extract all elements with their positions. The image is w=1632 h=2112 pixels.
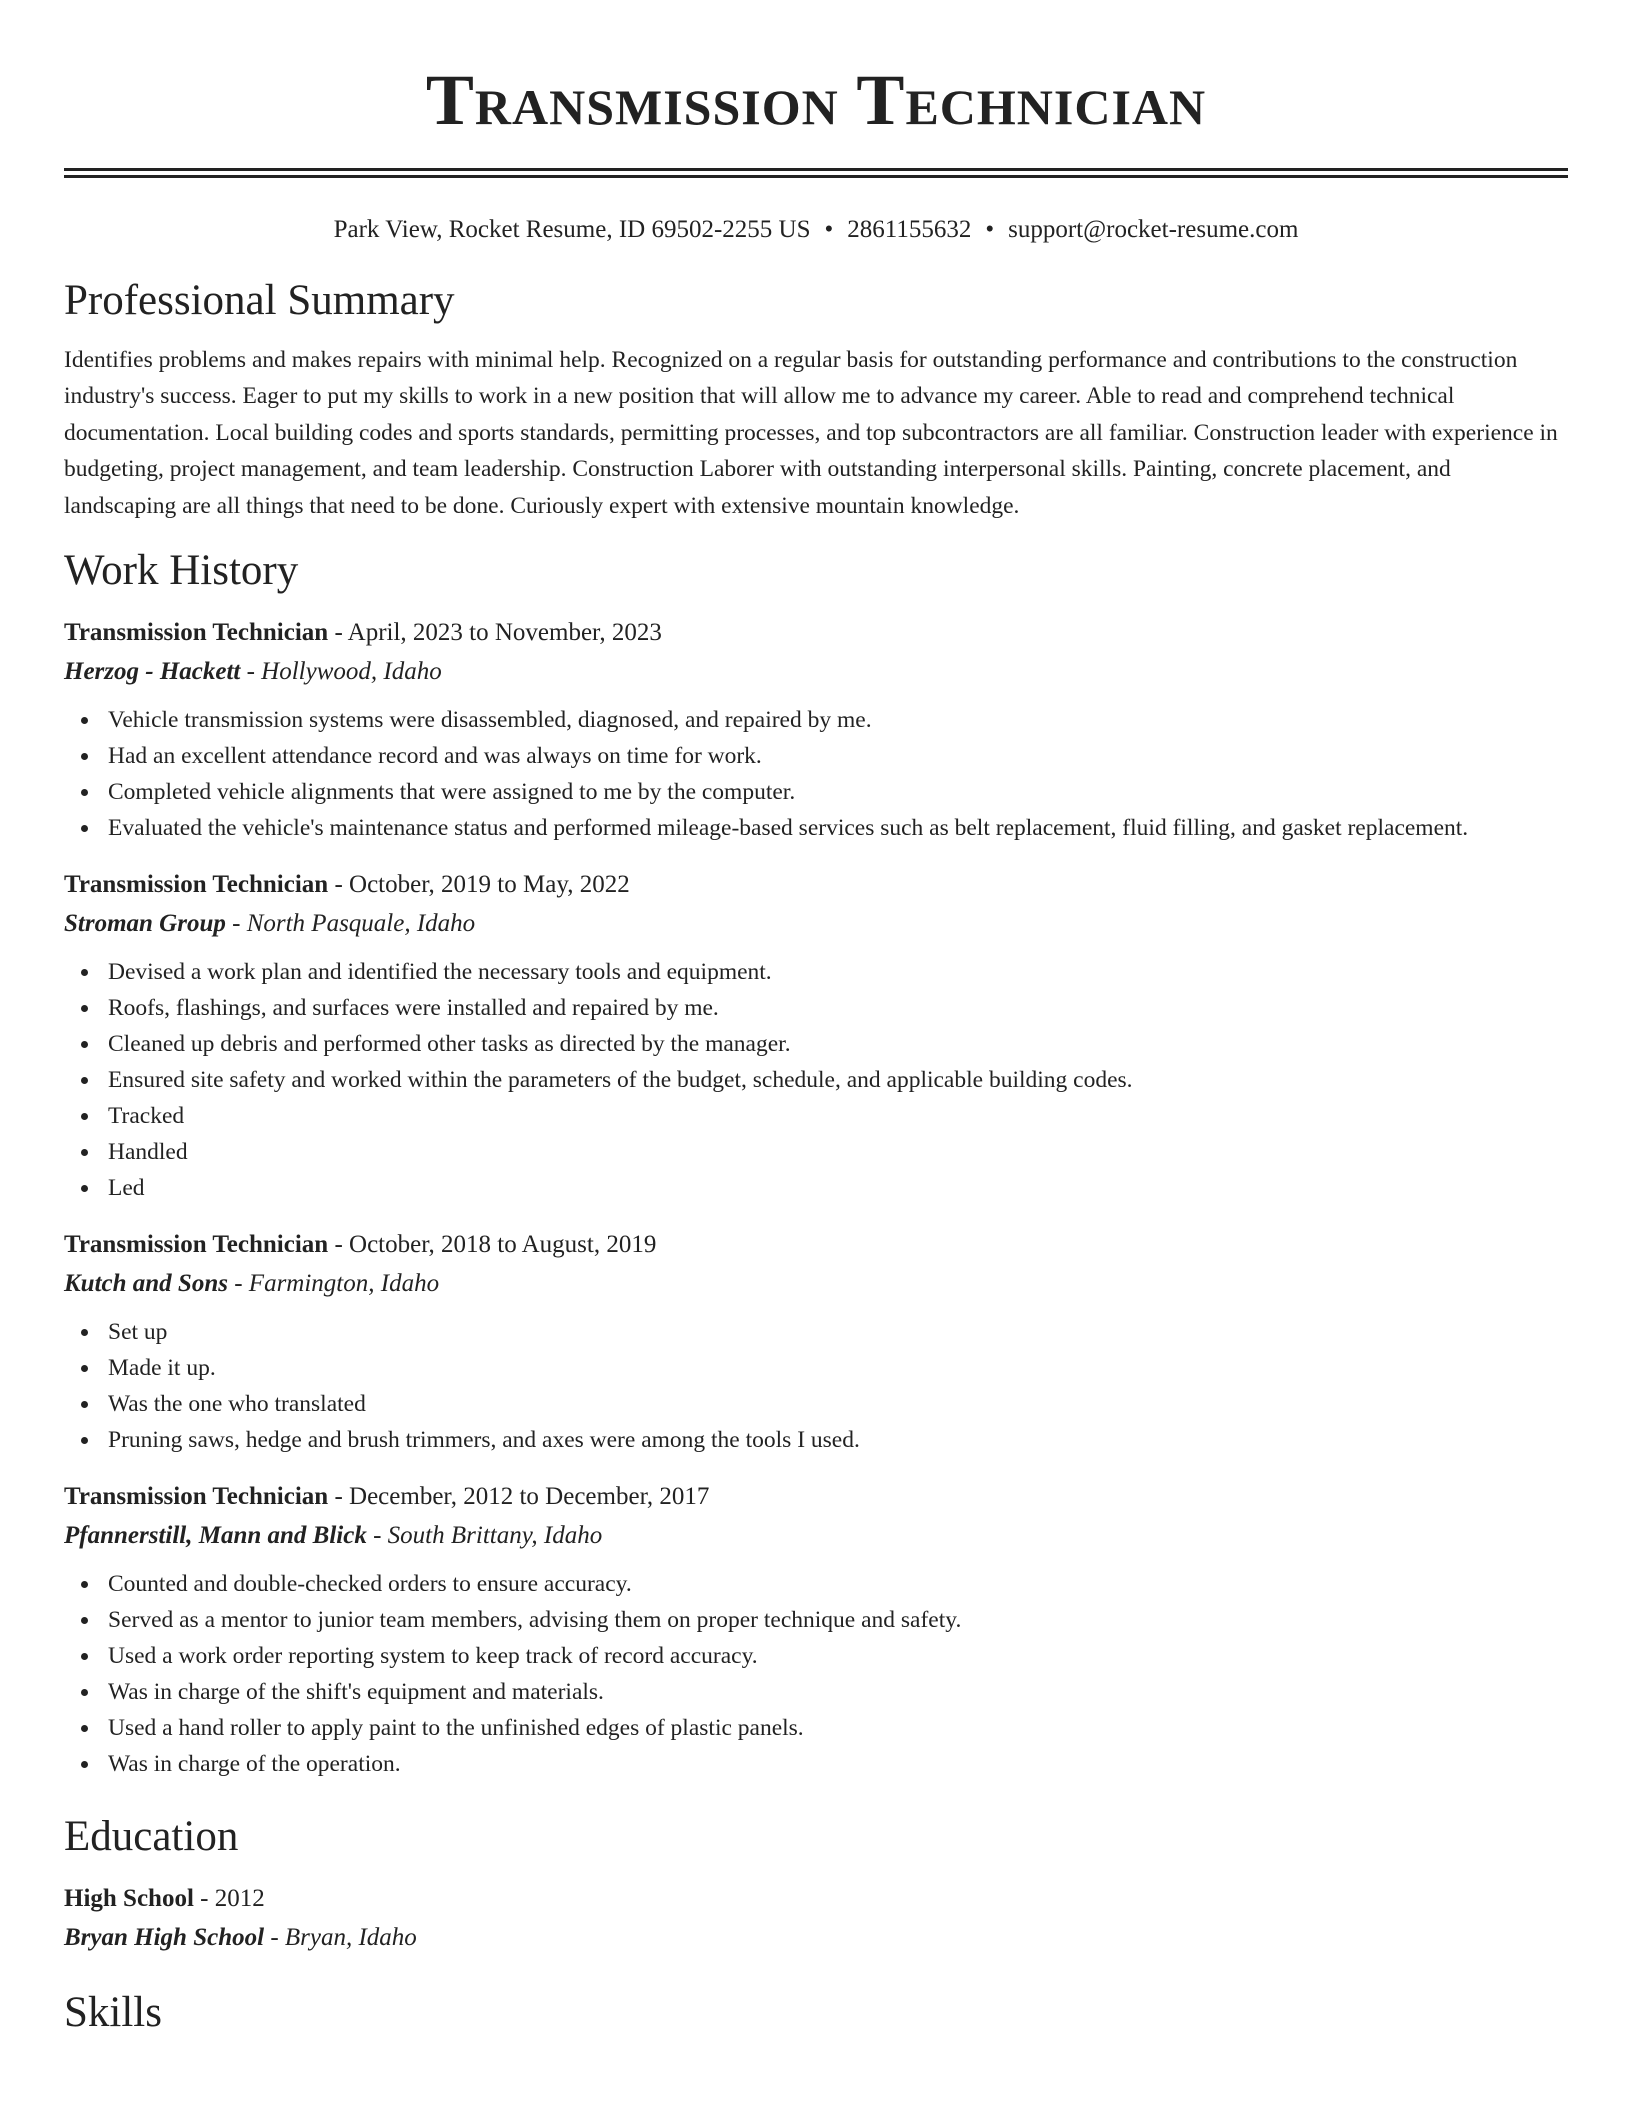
job-employer-line (64, 652, 1568, 692)
list-item: Was in charge of the operation. (108, 1746, 1568, 1782)
job-dates: - April, 2023 to November, 2023 (328, 619, 662, 647)
list-item: Ensured site safety and worked within the parameters of the budget, schedule, and applicable building codes. (108, 1062, 1568, 1098)
job-employer: Kutch and Sons (64, 1270, 228, 1298)
education-school-line (64, 1918, 1568, 1958)
contact-phone: 2861155632 (847, 216, 972, 243)
list-item: Roofs, flashings, and surfaces were installed and repaired by me. (108, 990, 1568, 1026)
list-item: Was in charge of the shift's equipment and materials. (108, 1674, 1568, 1710)
list-item: Evaluated the vehicle's maintenance status and performed mileage-based services such as belt replacement, fluid filling, and gasket replacement. (108, 810, 1568, 846)
job-duties-list (64, 954, 1568, 1206)
summary-heading: Professional Summary (64, 277, 455, 324)
list-item: Devised a work plan and identified the necessary tools and equipment. (108, 954, 1568, 990)
list-item: Had an excellent attendance record and was always on time for work. (108, 738, 1568, 774)
skills-heading: Skills (64, 1989, 162, 2037)
list-item: Led (108, 1170, 1568, 1206)
education-degree-line (64, 1880, 1568, 1918)
list-item: Tracked (108, 1098, 1568, 1134)
list-item: Counted and double-checked orders to ensure accuracy. (108, 1566, 1568, 1602)
job-entry (64, 866, 1568, 1206)
education-year: - 2012 (193, 1885, 265, 1913)
job-location: - North Pasquale, Idaho (225, 910, 476, 938)
job-title-line (64, 1226, 1568, 1264)
job-duties-list (64, 1566, 1568, 1782)
job-dates: - October, 2018 to August, 2019 (328, 1231, 657, 1259)
list-item: Cleaned up debris and performed other tasks as directed by the manager. (108, 1026, 1568, 1062)
job-title: Transmission Technician (64, 871, 329, 899)
job-location: - South Brittany, Idaho (366, 1522, 603, 1550)
title-divider (64, 168, 1568, 178)
job-location: - Hollywood, Idaho (240, 658, 442, 686)
contact-line (64, 214, 1568, 246)
job-location: - Farmington, Idaho (227, 1270, 440, 1298)
summary-text: Identifies problems and makes repairs with minimal help. Recognized on a regular basis for outstanding performance and contributions to the construction industry's success. Eager to put my skills to work in a new position that will allow me to advance my career. Able to read and comprehend technical documentation. Local building codes and sports standards, permitting processes, and top subcontractors are all familiar. Construction leader with experience in budgeting, project management, and team leadership. Construction Laborer with outstanding interpersonal skills. Painting, concrete placement, and landscaping are all things that need to be done. Curiously expert with extensive mountain knowledge. (64, 347, 1558, 519)
job-title-line (64, 1478, 1568, 1516)
job-entry (64, 614, 1568, 846)
job-title-line (64, 866, 1568, 904)
job-duties-list (64, 1314, 1568, 1458)
list-item: Made it up. (108, 1350, 1568, 1386)
education-degree: High School (64, 1885, 194, 1913)
job-dates: - December, 2012 to December, 2017 (328, 1483, 710, 1511)
job-entry (64, 1226, 1568, 1458)
job-title-line (64, 614, 1568, 652)
job-title: Transmission Technician (64, 1483, 329, 1511)
education-heading: Education (64, 1813, 239, 1861)
work-history-list (64, 614, 1568, 1782)
contact-separator: • (985, 216, 995, 243)
job-title: Transmission Technician (64, 1231, 329, 1259)
list-item: Used a work order reporting system to keep track of record accuracy. (108, 1638, 1568, 1674)
job-dates: - October, 2019 to May, 2022 (328, 871, 630, 899)
work-history-heading: Work History (64, 547, 299, 595)
contact-separator: • (824, 216, 834, 243)
list-item: Set up (108, 1314, 1568, 1350)
job-employer: Pfannerstill, Mann and Blick (64, 1522, 367, 1550)
job-entry (64, 1478, 1568, 1782)
page-title: Transmission Technician (425, 60, 1207, 140)
job-employer: Stroman Group (64, 910, 226, 938)
job-title: Transmission Technician (64, 619, 329, 647)
contact-address: Park View, Rocket Resume, ID 69502-2255 US (333, 216, 811, 243)
job-employer-line (64, 904, 1568, 944)
list-item: Completed vehicle alignments that were assigned to me by the computer. (108, 774, 1568, 810)
education-list (64, 1880, 1568, 1958)
list-item: Used a hand roller to apply paint to the unfinished edges of plastic panels. (108, 1710, 1568, 1746)
job-employer-line (64, 1264, 1568, 1304)
list-item: Vehicle transmission systems were disassembled, diagnosed, and repaired by me. (108, 702, 1568, 738)
job-duties-list (64, 702, 1568, 846)
contact-email: support@rocket-resume.com (1008, 216, 1299, 243)
education-entry (64, 1880, 1568, 1958)
education-location: - Bryan, Idaho (264, 1924, 417, 1952)
list-item: Was the one who translated (108, 1386, 1568, 1422)
education-school: Bryan High School (64, 1924, 265, 1952)
list-item: Served as a mentor to junior team members, advising them on proper technique and safety. (108, 1602, 1568, 1638)
job-employer-line (64, 1516, 1568, 1556)
list-item: Handled (108, 1134, 1568, 1170)
list-item: Pruning saws, hedge and brush trimmers, and axes were among the tools I used. (108, 1422, 1568, 1458)
job-employer: Herzog - Hackett (64, 658, 241, 686)
